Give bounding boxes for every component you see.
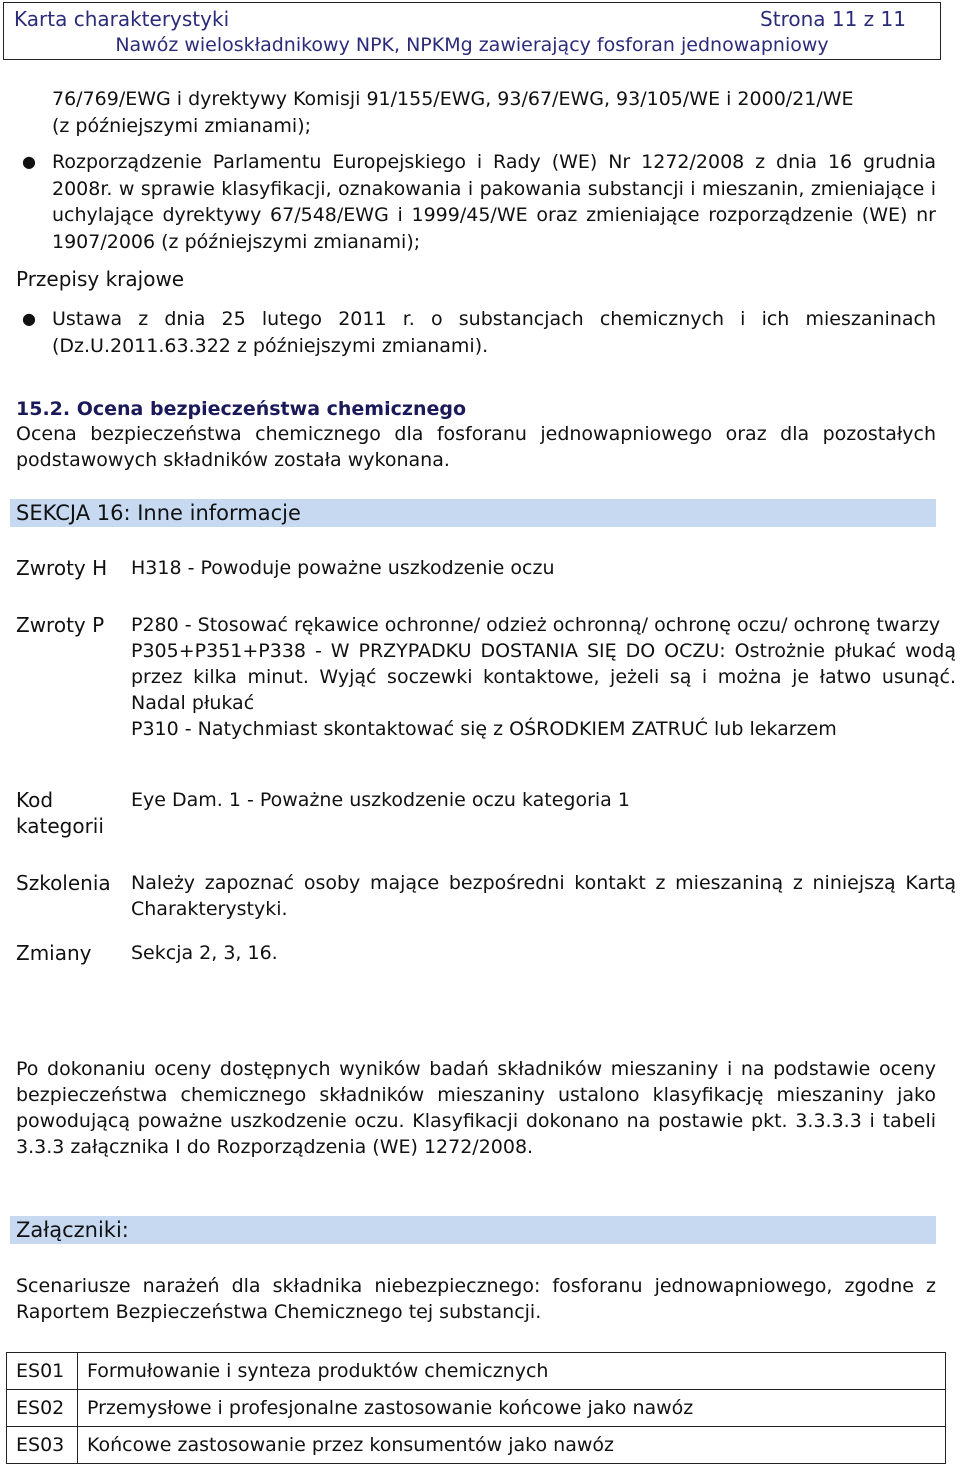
changes-value: Sekcja 2, 3, 16.: [131, 942, 278, 964]
attachments-intro: Scenariusze narażeń dla składnika niebezpiecznego: fosforanu jednowapniowego, zgodne z Raportem Bezpieczeństwa Chemicznego tej substancji.: [16, 1275, 936, 1323]
table-row: [7, 1353, 946, 1390]
scenario-code: ES02: [7, 1390, 78, 1427]
national-regulation-item: Ustawa z dnia 25 lutego 2011 r. o substancjach chemicznych i ich mieszaninach (Dz.U.2011.63.322 z późniejszymi zmianami).: [52, 308, 936, 357]
category-code-value: Eye Dam. 1 - Poważne uszkodzenie oczu kategoria 1: [131, 789, 630, 811]
p-phrase-p280: P280 - Stosować rękawice ochronne/ odzież ochronną/ ochronę oczu/ ochronę twarzy: [131, 614, 941, 636]
page-header: [3, 2, 941, 60]
training-label: Szkolenia: [16, 871, 111, 895]
p-phrase-p310: P310 - Natychmiast skontaktować się z OŚRODKIEM ZATRUĆ lub lekarzem: [131, 718, 837, 740]
h-phrases-value: H318 - Powoduje poważne uszkodzenie oczu: [131, 557, 555, 579]
section-15-2-heading: 15.2. Ocena bezpieczeństwa chemicznego: [16, 398, 467, 420]
training-value: Należy zapoznać osoby mające bezpośredni kontakt z mieszaniną z niniejszą Kartą Charakterystyki.: [131, 872, 956, 920]
national-regulations-heading: Przepisy krajowe: [16, 267, 185, 291]
category-code-label: Kod kategorii: [16, 788, 104, 838]
product-name: Nawóz wieloskładnikowy NPK, NPKMg zawierający fosforan jednowapniowy: [115, 34, 829, 56]
scenario-description: Formułowanie i synteza produktów chemicznych: [78, 1353, 946, 1390]
scenario-code: ES03: [7, 1427, 78, 1464]
regulation-item-1: 76/769/EWG i dyrektywy Komisji 91/155/EWG, 93/67/EWG, 93/105/WE i 2000/21/WE (z późniejszymi zmianami);: [52, 88, 854, 137]
attachments-title: Załączniki:: [10, 1216, 936, 1244]
table-row: [7, 1427, 946, 1464]
h-phrases-label: Zwroty H: [16, 556, 108, 580]
changes-label: Zmiany: [16, 941, 92, 965]
table-row: [7, 1390, 946, 1427]
section-15-2-text: Ocena bezpieczeństwa chemicznego dla fosforanu jednowapniowego oraz dla pozostałych podstawowych składników została wykonana.: [16, 423, 936, 471]
assessment-paragraph: Po dokonaniu oceny dostępnych wyników badań składników mieszaniny i na podstawie oceny bezpieczeństwa chemicznego składników mieszaniny ustalono klasyfikację mieszaniny jako powodującą poważne uszkodzenie oczu. Klasyfikacji dokonano na postawie pkt. 3.3.3.3 i tabeli 3.3.3 załącznika I do Rozporządzenia (WE) 1272/2008.: [16, 1058, 936, 1158]
p-phrases-value: [131, 612, 956, 742]
bullet-icon: ●: [22, 152, 36, 171]
scenario-description: Przemysłowe i profesjonalne zastosowanie końcowe jako nawóz: [78, 1390, 946, 1427]
p-phrase-p305: P305+P351+P338 - W PRZYPADKU DOSTANIA SIĘ DO OCZU: Ostrożnie płukać wodą przez kilka minut. Wyjąć soczewki kontaktowe, jeżeli są i można je łatwo usunąć. Nadal płukać: [131, 640, 956, 714]
regulation-item-2: Rozporządzenie Parlamentu Europejskiego i Rady (WE) Nr 1272/2008 z dnia 16 grudnia 2008r. w sprawie klasyfikacji, oznakowania i pakowania substancji i mieszanin, zmieniające i uchylające dyrektywy 67/548/EWG i 1999/45/WE oraz zmieniające rozporządzenie (WE) nr 1907/2006 (z późniejszymi zmianami);: [52, 151, 936, 253]
section-16-title: SEKCJA 16: Inne informacje: [10, 499, 936, 527]
page-number: Strona 11 z 11: [760, 7, 906, 31]
scenario-code: ES01: [7, 1353, 78, 1390]
bullet-icon: ●: [22, 309, 36, 328]
p-phrases-label: Zwroty P: [16, 613, 105, 637]
scenario-description: Końcowe zastosowanie przez konsumentów jako nawóz: [78, 1427, 946, 1464]
document-title: Karta charakterystyki: [14, 7, 230, 31]
exposure-scenarios-table: [6, 1352, 946, 1464]
